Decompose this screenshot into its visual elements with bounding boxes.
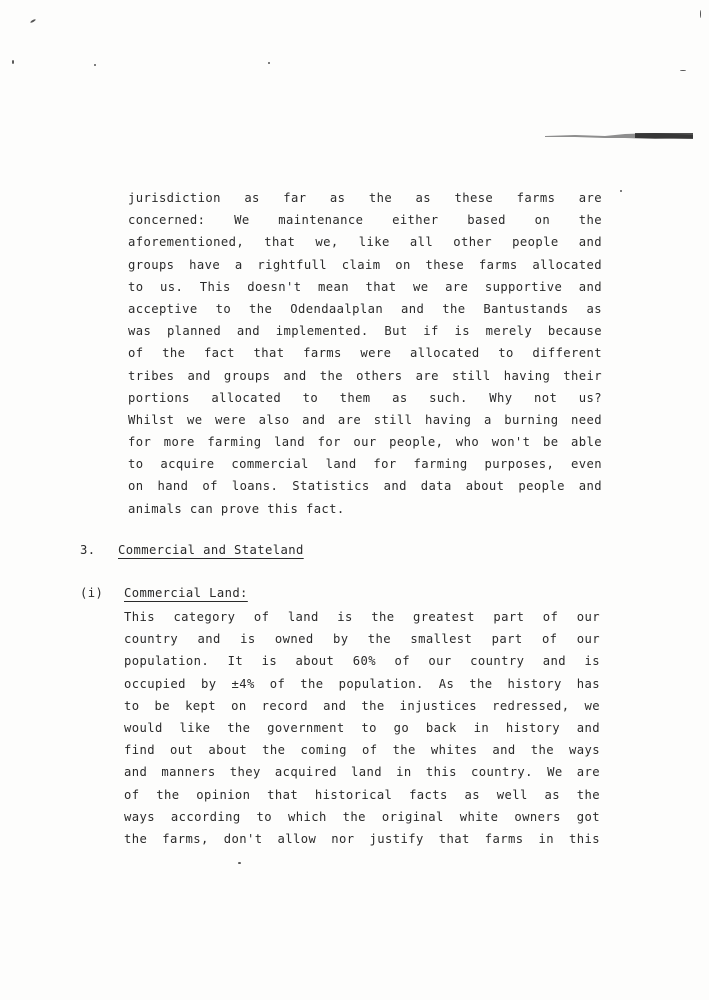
section-title: Commercial and Stateland <box>118 543 304 557</box>
subsection-number: (i) <box>80 586 104 600</box>
text-line: to us. This doesn't mean that we are supportive and <box>128 279 602 294</box>
text-line: groups have a rightfull claim on these farms allocated <box>128 257 602 272</box>
text-line: This category of land is the greatest part of our <box>124 610 600 624</box>
text-line: portions allocated to them as such. Why not us? <box>128 390 602 405</box>
text-line: tribes and groups and the others are still having their <box>128 368 602 383</box>
text-line: of the opinion that historical facts as well as the <box>124 787 600 802</box>
section-number: 3. <box>80 543 96 557</box>
text-line: to acquire commercial land for farming purposes, even <box>128 457 602 472</box>
text-line: find out about the coming of the whites and the ways <box>124 743 600 758</box>
scan-speck <box>680 70 686 71</box>
text-line: of the fact that farms were allocated to different <box>128 346 602 361</box>
text-line: country and is owned by the smallest part of our <box>124 632 600 647</box>
body-paragraph <box>124 606 600 850</box>
scan-speck <box>94 64 96 66</box>
subsection-title: Commercial Land: <box>124 586 248 600</box>
text-line: population. It is about 60% of our country and is <box>124 654 600 669</box>
text-line: acceptive to the Odendaalplan and the Bantustands as <box>128 301 602 316</box>
body-paragraph <box>128 187 602 520</box>
text-line: animals can prove this fact. <box>128 501 345 516</box>
text-line: and manners they acquired land in this country. We are <box>124 765 600 780</box>
text-line: the farms, don't allow nor justify that farms in this <box>124 831 600 846</box>
scan-speck <box>238 862 241 864</box>
scan-speck <box>620 190 622 192</box>
text-line: occupied by ±4% of the population. As the history has <box>124 676 600 691</box>
text-line: on hand of loans. Statistics and data about people and <box>128 479 602 494</box>
text-line: was planned and implemented. But if is merely because <box>128 324 602 339</box>
scan-speck <box>12 60 14 64</box>
scan-speck <box>30 19 36 24</box>
text-line: to be kept on record and the injustices redressed, we <box>124 698 600 713</box>
scan-smudge <box>545 130 693 140</box>
text-line: ways according to which the original white owners got <box>124 809 600 824</box>
text-line: would like the government to go back in history and <box>124 720 600 735</box>
text-line: concerned: We maintenance either based on the <box>128 213 602 228</box>
section-heading <box>80 541 95 559</box>
text-line: Whilst we were also and are still having a burning need <box>128 412 602 427</box>
text-line: jurisdiction as far as the as these farms are <box>128 191 602 205</box>
text-line: for more farming land for our people, who won't be able <box>128 435 602 450</box>
scan-speck <box>268 62 270 64</box>
text-line: aforementioned, that we, like all other people and <box>128 235 602 250</box>
scan-speck <box>700 10 701 18</box>
